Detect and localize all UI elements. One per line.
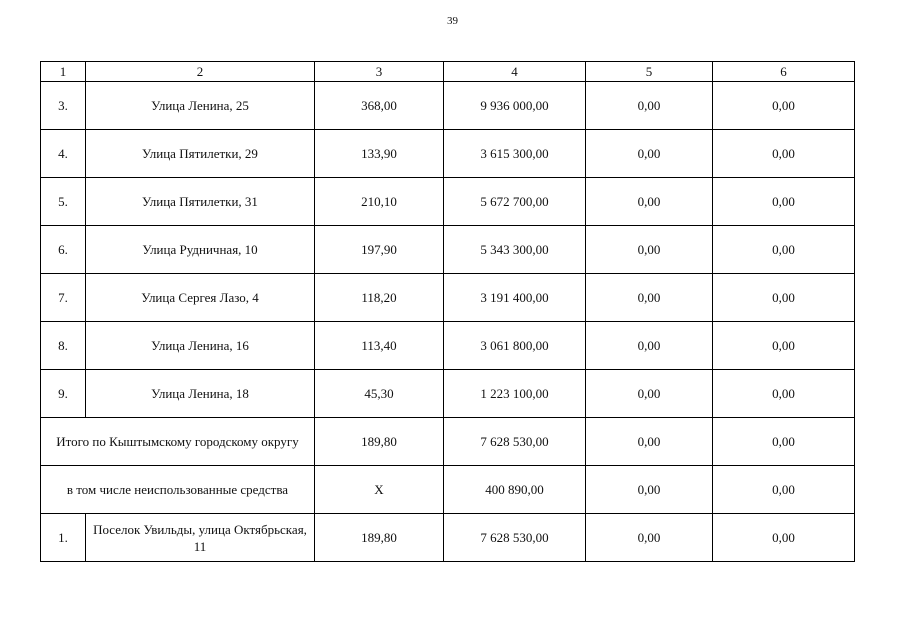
row-col5: 0,00 [586, 514, 713, 562]
header-cell: 2 [86, 62, 315, 82]
total-label: Итого по Кыштымскому городскому округу [41, 418, 315, 466]
header-cell: 4 [444, 62, 586, 82]
row-number: 4. [41, 130, 86, 178]
unused-label: в том числе неиспользованные средства [41, 466, 315, 514]
row-number: 8. [41, 322, 86, 370]
row-col3: 189,80 [315, 514, 444, 562]
row-col5: 0,00 [586, 226, 713, 274]
row-col3: 118,20 [315, 274, 444, 322]
row-address: Улица Сергея Лазо, 4 [86, 274, 315, 322]
table-row [41, 514, 855, 562]
row-col6: 0,00 [713, 514, 855, 562]
row-col4: 3 615 300,00 [444, 130, 586, 178]
header-cell: 5 [586, 62, 713, 82]
row-number: 5. [41, 178, 86, 226]
page-number: 39 [447, 15, 458, 27]
row-address: Улица Ленина, 25 [86, 82, 315, 130]
row-col3: 133,90 [315, 130, 444, 178]
total-col6: 0,00 [713, 418, 855, 466]
row-number: 9. [41, 370, 86, 418]
table-row [41, 274, 855, 322]
row-col3: 368,00 [315, 82, 444, 130]
row-col5: 0,00 [586, 322, 713, 370]
row-col3: 113,40 [315, 322, 444, 370]
table-row [41, 130, 855, 178]
row-col4: 9 936 000,00 [444, 82, 586, 130]
row-col4: 1 223 100,00 [444, 370, 586, 418]
table-row [41, 178, 855, 226]
row-address: Улица Пятилетки, 29 [86, 130, 315, 178]
row-address: Улица Рудничная, 10 [86, 226, 315, 274]
row-col3: 197,90 [315, 226, 444, 274]
row-col6: 0,00 [713, 178, 855, 226]
row-col4: 7 628 530,00 [444, 514, 586, 562]
unused-col5: 0,00 [586, 466, 713, 514]
row-address: Улица Ленина, 16 [86, 322, 315, 370]
table-row [41, 82, 855, 130]
row-number: 6. [41, 226, 86, 274]
table-row [41, 226, 855, 274]
row-col3: 210,10 [315, 178, 444, 226]
row-col4: 5 343 300,00 [444, 226, 586, 274]
row-col6: 0,00 [713, 130, 855, 178]
total-row [41, 418, 855, 466]
row-col6: 0,00 [713, 274, 855, 322]
row-col6: 0,00 [713, 370, 855, 418]
row-address: Улица Пятилетки, 31 [86, 178, 315, 226]
header-row [41, 62, 855, 82]
data-table [40, 61, 855, 562]
header-cell: 3 [315, 62, 444, 82]
unused-col6: 0,00 [713, 466, 855, 514]
row-col6: 0,00 [713, 322, 855, 370]
unused-funds-row [41, 466, 855, 514]
total-col4: 7 628 530,00 [444, 418, 586, 466]
row-address: Поселок Увильды, улица Октябрьская, 11 [86, 514, 315, 562]
total-col5: 0,00 [586, 418, 713, 466]
row-col5: 0,00 [586, 178, 713, 226]
table-row [41, 370, 855, 418]
header-cell: 6 [713, 62, 855, 82]
unused-col3: X [315, 466, 444, 514]
row-col4: 3 061 800,00 [444, 322, 586, 370]
row-number: 7. [41, 274, 86, 322]
row-col4: 3 191 400,00 [444, 274, 586, 322]
row-number: 3. [41, 82, 86, 130]
row-col4: 5 672 700,00 [444, 178, 586, 226]
row-col5: 0,00 [586, 274, 713, 322]
row-col5: 0,00 [586, 82, 713, 130]
total-col3: 189,80 [315, 418, 444, 466]
row-col6: 0,00 [713, 226, 855, 274]
row-number: 1. [41, 514, 86, 562]
row-address: Улица Ленина, 18 [86, 370, 315, 418]
table-row [41, 322, 855, 370]
row-col6: 0,00 [713, 82, 855, 130]
unused-col4: 400 890,00 [444, 466, 586, 514]
row-col3: 45,30 [315, 370, 444, 418]
row-col5: 0,00 [586, 370, 713, 418]
header-cell: 1 [41, 62, 86, 82]
row-col5: 0,00 [586, 130, 713, 178]
